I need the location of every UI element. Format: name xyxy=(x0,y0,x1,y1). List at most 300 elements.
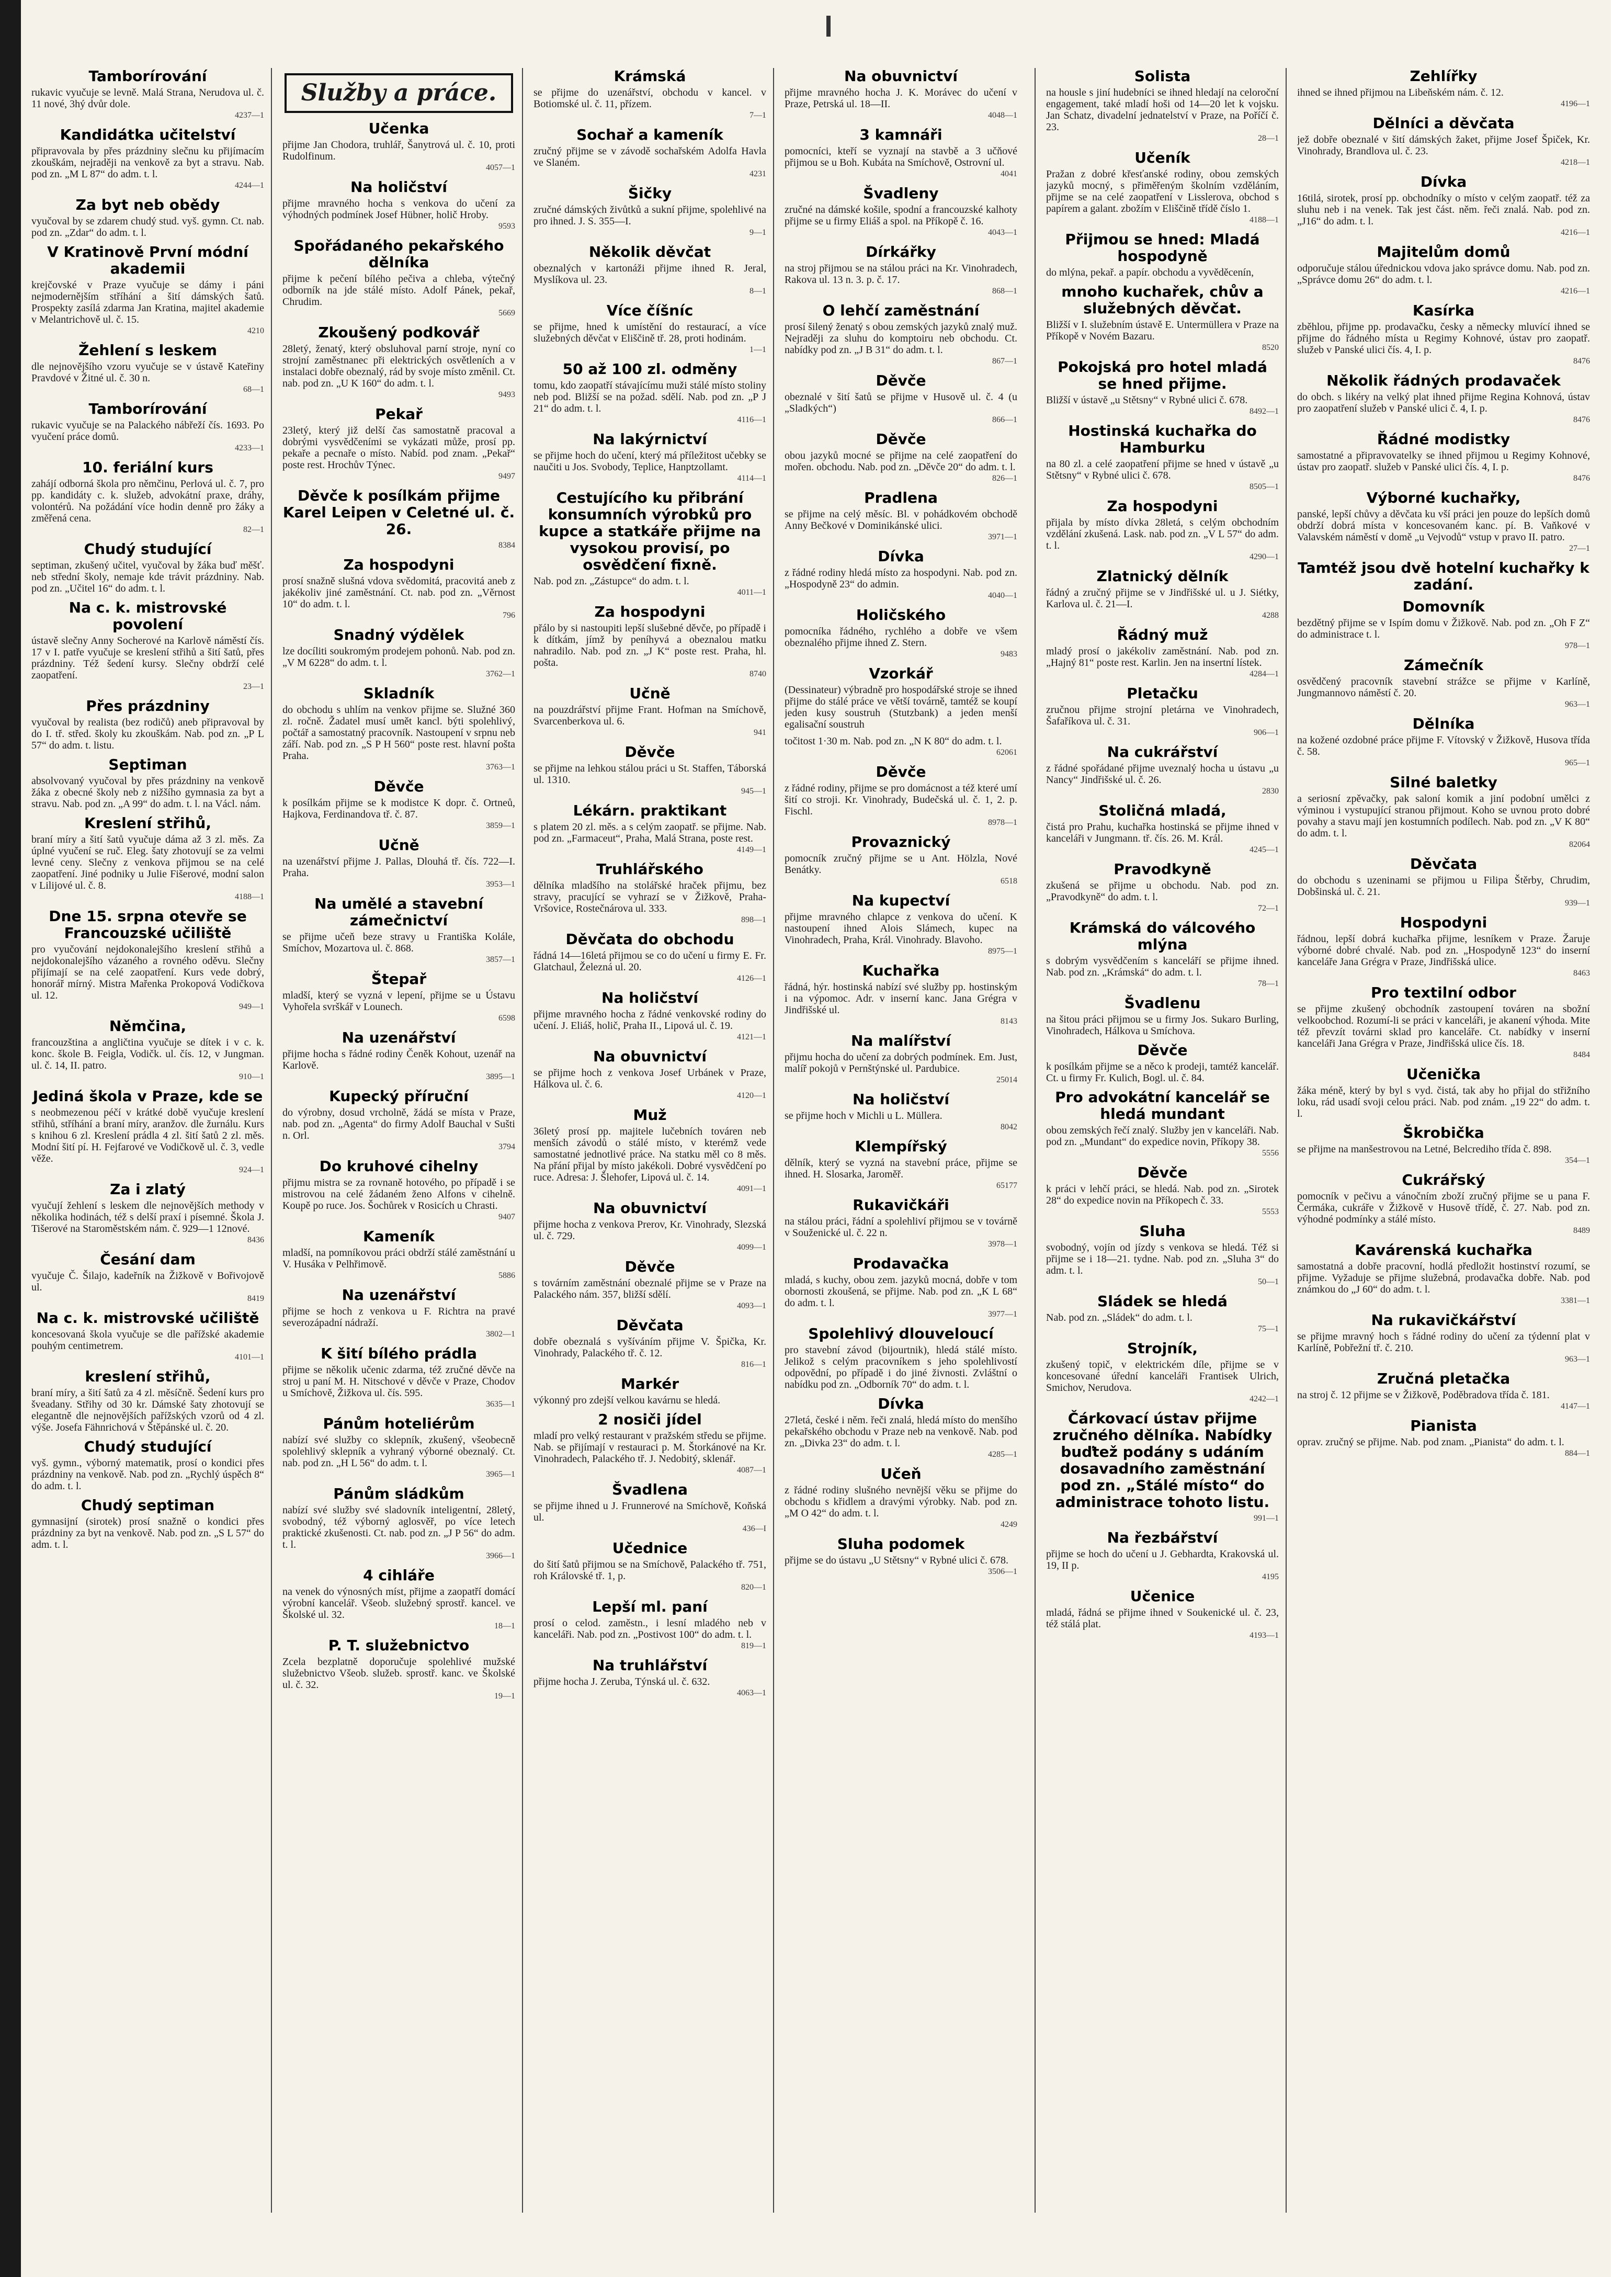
ad-text: přijme Jan Chodora, truhlář, Šanytrová ul. č. 10, proti Rudolfinum. xyxy=(282,139,515,162)
ad-reference-number: 4244—1 xyxy=(235,181,264,190)
classified-ad xyxy=(282,778,515,832)
ad-heading: Hostinská kuchařka do Hamburku xyxy=(1068,422,1257,456)
ad-heading: P. T. služebnictvo xyxy=(328,1637,470,1654)
ad-reference-number: 4210 xyxy=(247,326,264,335)
ad-reference-number: 68—1 xyxy=(243,385,264,394)
ad-heading: K šití bílého prádla xyxy=(321,1345,477,1362)
ad-reference-number: 949—1 xyxy=(239,1002,264,1011)
classified-ad xyxy=(1046,1164,1279,1218)
classified-ad xyxy=(282,1345,515,1410)
ad-heading: Za byt neb obědy xyxy=(75,196,220,213)
classified-ad xyxy=(785,1255,1017,1320)
ad-reference-number: 796 xyxy=(503,611,515,620)
ad-text: řádná 14—16letá přijmou se co do učení u firmy E. Fr. Glatchaul, Železná ul. 20. xyxy=(533,950,766,973)
ad-reference-number: 9—1 xyxy=(749,228,766,237)
ad-reference-number: 8520 xyxy=(1262,343,1279,352)
ad-reference-number: 4188—1 xyxy=(1250,216,1279,224)
ad-heading: Solista xyxy=(1134,68,1191,85)
ad-reference-number: 2830 xyxy=(1262,787,1279,796)
ad-reference-number: 4120—1 xyxy=(737,1091,766,1100)
ad-heading: Děvče xyxy=(624,743,675,761)
classified-ad xyxy=(1046,1530,1279,1583)
ad-text: se přijme na manšestrovou na Letné, Belcrediho třída č. 898. xyxy=(1297,1143,1552,1155)
ad-heading: Učeník xyxy=(1134,149,1190,166)
ad-text: čistá pro Prahu, kuchařka hostinská se přijme ihned v kanceláři v Jungmann. tř. čís. 26. M. Král. xyxy=(1046,821,1279,844)
ad-text: vyučuje Č. Šilajo, kadeřník na Žižkově v Bořivojově ul. xyxy=(31,1270,264,1293)
ad-text: na housle s jiní hudebníci se ihned hledají na celoroční engagement, také mladí hoši od 14—20 let k vojsku. Jan Schatz, divadelní jednatelství v Praze, na Poříčí č. 23. xyxy=(1046,87,1279,133)
ad-heading: Zehlířky xyxy=(1410,68,1478,85)
ad-reference-number: 8—1 xyxy=(749,287,766,296)
ad-text: zkušený topič, v elektrickém díle, přijme se v koncesované úřední kanceláři Frantisek Ulrich, Smichov, Nerudova. xyxy=(1046,1359,1279,1394)
ad-heading: Na holičství xyxy=(350,178,447,196)
ad-reference-number: 4121—1 xyxy=(737,1033,766,1041)
ad-text: dle nejnovějšího vzoru vyučuje se v ústavě Kateřiny Pravdové v Žitné ul. č. 30 n. xyxy=(31,361,264,384)
ad-heading: Majitelům domů xyxy=(1377,243,1511,260)
ad-reference-number: 939—1 xyxy=(1565,899,1590,908)
ad-text: vyučoval by realista (bez rodičů) aneb připravoval by do I. tř. střed. školy ku zkouškám. Nab. pod zn. „P L 57“ do adm. t. listu. xyxy=(31,717,264,751)
ad-heading: Pravodkyně xyxy=(1114,860,1211,878)
classified-ad xyxy=(1046,995,1279,1037)
ad-reference-number: 4040—1 xyxy=(988,591,1017,600)
ad-heading: Učenice xyxy=(1130,1588,1195,1605)
classified-ad xyxy=(282,1486,515,1562)
ad-reference-number: 4290—1 xyxy=(1250,552,1279,561)
ad-heading: kreslení střihů, xyxy=(85,1368,211,1385)
classified-ad xyxy=(1046,1223,1279,1288)
ad-heading: Kuchařka xyxy=(862,962,940,979)
ad-heading: Skladník xyxy=(363,685,435,702)
ad-text: žáka méně, který by byl s vyd. čistá, tak aby ho přijal do střižního loku, rád usadí svoji celou práci. Nab. pod znám. „19 22“ do adm. t. l. xyxy=(1297,1085,1590,1119)
newspaper-page xyxy=(21,0,1611,2277)
classified-ad xyxy=(533,1200,766,1253)
classified-ad xyxy=(785,1033,1017,1086)
ad-reference-number: 820—1 xyxy=(741,1583,766,1592)
ad-heading: Sluha podomek xyxy=(837,1535,965,1553)
ad-heading: Děvče xyxy=(624,1258,675,1275)
classified-ad xyxy=(1297,490,1590,554)
classified-ad xyxy=(1297,1066,1590,1119)
ad-reference-number: 8489 xyxy=(1573,1226,1590,1235)
page-binding-edge xyxy=(0,0,21,2277)
classified-ad xyxy=(533,1599,766,1652)
ad-heading: Spořádaného pekařského dělníka xyxy=(293,237,504,271)
classified-ad xyxy=(533,802,766,856)
ad-text: a seriosní zpěvačky, pak saloní komik a jiní podobní umělci z výminou i vystupující stranou přijmout. Koho se uvnou proto dobré povahy a stavu mají jen kostumních podílech. Nab. pod zn. „V K 80“ do adm. t. l. xyxy=(1297,793,1590,839)
ad-heading: Na holičství xyxy=(601,989,698,1006)
ad-heading: Učednice xyxy=(612,1539,688,1557)
ad-heading: Krámská do válcového mlýna xyxy=(1069,919,1256,953)
ad-text: z řádné spořádané přijme uveznalý hocha u ústavu „u Nancy“ Jindřišské ul. č. 26. xyxy=(1046,763,1279,786)
ad-reference-number: 3802—1 xyxy=(486,1330,515,1339)
ad-heading: Děvče xyxy=(1137,1041,1188,1059)
ad-reference-number: 978—1 xyxy=(1565,641,1590,650)
ad-reference-number: 3763—1 xyxy=(486,763,515,772)
ad-text: braní míry, a šití šatů za 4 zl. měsíčně. Šedení kurs pro šveadany. Střihy od 30 kr. Dámské šaty zhotovují se elegantně dle nejnovějších pařížských vzorů od 4 zl. výše. Josefa Fähnrichová v Štěpánské ul. č. 20. xyxy=(31,1387,264,1433)
classified-ad xyxy=(31,1310,264,1363)
ad-reference-number: 866—1 xyxy=(992,415,1017,424)
classified-ad xyxy=(31,756,264,810)
ad-text: se přijme hoch z venkova Josef Urbánek v Praze, Hálkova ul. č. 6. xyxy=(533,1067,766,1090)
ad-text: se přijme, hned k umístění do restaurací, a více služebných děvčat v Eliščině tř. 28, proti hodinám. xyxy=(533,321,766,344)
ad-heading: Za i zlatý xyxy=(110,1181,186,1198)
ad-heading: Domovník xyxy=(1402,598,1485,615)
ad-text: na stroj č. 12 přijme se v Žižkově, Poděbradova třída č. 181. xyxy=(1297,1389,1550,1401)
classified-ad xyxy=(1297,302,1590,367)
classified-ad xyxy=(785,1091,1017,1133)
ad-text: septiman, zkušený učitel, vyučoval by žáka buď měšť. neb střední školy, nemaje kde trávit prázdniny. Nab. pod zn. „Učitel 16“ do adm. t. l. xyxy=(31,560,264,594)
ad-text: vyučují žehlení s leskem dle nejnovějších methody v několika hodinách, též s delší praxí i písemné. Škola J. Tišerové na Staroměstském nám. č. 929—1 12nové. xyxy=(31,1200,264,1234)
ad-heading: Vzorkář xyxy=(869,665,933,682)
ad-text: svobodný, vojín od jízdy s venkova se hledá. Též si přijme se i 18—21. tydne. Nab. pod zn. „Sluha 3“ do adm. t. l. xyxy=(1046,1242,1279,1276)
classified-ad xyxy=(1046,802,1279,856)
ad-heading: Lepší ml. paní xyxy=(592,1598,708,1615)
ad-text: přijme mravného hocha J. K. Morávec do učení v Praze, Petrská ul. 18—II. xyxy=(785,87,1017,110)
ad-text: na stroj přijmou se na stálou práci na Kr. Vinohradech, Rakova ul. 13 n. 3. p. č. 17. xyxy=(785,263,1017,286)
ad-heading: Kandidátka učitelství xyxy=(60,126,236,143)
ad-text: přijme k pečení bílého pečiva a chleba, výtečný odborník na jde stálé místo. Adolf Pánek, pekař, Chrudim. xyxy=(282,273,515,308)
classified-ad xyxy=(31,244,264,337)
ad-reference-number: 9593 xyxy=(498,222,515,231)
ad-text: řádná, hýr. hostinská nabízí své služby pp. hostinským i na výpomoc. Adr. v inserní kanc. Jana Grégra v Jindřišské ul. xyxy=(785,981,1017,1016)
ad-reference-number: 8476 xyxy=(1573,357,1590,366)
ad-text: se přijme mravný hoch s řádné rodiny do učení za týdenní plat v Karlíně, Pobřežní tř. č. 210. xyxy=(1297,1331,1590,1354)
ad-reference-number: 4063—1 xyxy=(737,1689,766,1697)
ad-heading: Na lakýrnictví xyxy=(593,431,707,448)
ad-text: obou zemských řečí znalý. Služby jen v kanceláři. Nab. pod zn. „Mundant“ do expedice novin, Příkopy 38. xyxy=(1046,1125,1279,1148)
ad-reference-number: 82064 xyxy=(1569,840,1590,849)
classified-ad xyxy=(533,244,766,297)
ad-reference-number: 82—1 xyxy=(243,525,264,534)
ad-heading: Více číšníc xyxy=(606,302,694,319)
ad-heading: Do kruhové cihelny xyxy=(319,1158,479,1175)
ad-text: přijme hocha s řádné rodiny Čeněk Kohout, uzenář na Karlově. xyxy=(282,1048,515,1071)
ad-reference-number: 9497 xyxy=(498,472,515,481)
classified-ad xyxy=(282,324,515,401)
ad-heading: Na uzenářství xyxy=(342,1029,456,1046)
ad-reference-number: 5556 xyxy=(1262,1149,1279,1158)
classified-ad xyxy=(785,1466,1017,1531)
ad-text: mladý prosí o jakékoliv zaměstnání. Nab. pod zn. „Hajný 81“ poste rest. Karlin. Jen na insertní lístek. xyxy=(1046,645,1279,669)
classified-ad xyxy=(282,120,515,174)
classified-ad xyxy=(785,548,1017,602)
classified-ad xyxy=(533,685,766,739)
ad-text: rukavic vyučuje se na Palackého nábřeží čís. 1693. Po vyučení práce domů. xyxy=(31,420,264,443)
ad-reference-number: 3635—1 xyxy=(486,1400,515,1409)
ad-heading: Tamborírování xyxy=(88,400,207,417)
ad-text: výkonný pro zdejší velkou kavárnu se hledá. xyxy=(533,1395,721,1406)
classified-ad xyxy=(282,685,515,773)
classified-ad xyxy=(31,541,264,594)
classified-ad xyxy=(785,1536,1017,1578)
ad-heading: Učeň xyxy=(880,1465,922,1482)
ad-text: se přijme ihned u J. Frunnerové na Smíchově, Koňská ul. xyxy=(533,1500,766,1523)
classified-ad xyxy=(533,68,766,121)
ad-heading: Žehlení s leskem xyxy=(78,342,217,359)
ad-heading: Chudý studující xyxy=(84,1438,212,1455)
ad-text: do mlýna, pekař. a papír. obchodu a vyvěděcenín, xyxy=(1046,267,1254,278)
ad-text: prosí o celod. zaměstn., i lesní mladého neb v kanceláři. Nab. pod zn. „Postivost 100“ do adm. t. l. xyxy=(533,1617,766,1640)
ad-reference-number: 4196—1 xyxy=(1561,99,1590,108)
ad-reference-number: 8143 xyxy=(1001,1017,1017,1026)
ad-reference-number: 8436 xyxy=(247,1236,264,1244)
ad-text: přijme mravného hocha s venkova do učení za výhodných podmínek Josef Hübner, holič Hroby. xyxy=(282,198,515,221)
ad-reference-number: 991—1 xyxy=(1254,1514,1279,1523)
ad-text: samostatné a připravovatelky se ihned přijmou u Regimy Kohnové, ústav pro zaopatř. služeb v Panské ulici čís. 4, I. p. xyxy=(1297,450,1590,473)
classified-ad xyxy=(785,1326,1017,1390)
ad-reference-number: 5669 xyxy=(498,309,515,318)
ad-text: na stálou práci, řádní a spolehliví přijmou se v továrně v Souženické ul. č. 22 n. xyxy=(785,1216,1017,1239)
ad-text: z řádné rodiny hledá místo za hospodyni. Nab. pod zn. „Hospodyně 23“ do admin. xyxy=(785,567,1017,590)
ad-reference-number: 4093—1 xyxy=(737,1301,766,1310)
column-3 xyxy=(533,68,766,2213)
classified-ad xyxy=(282,1637,515,1702)
classified-ad xyxy=(533,1411,766,1476)
ad-reference-number: 4242—1 xyxy=(1250,1395,1279,1403)
classified-ad xyxy=(282,837,515,890)
ad-reference-number: 3762—1 xyxy=(486,670,515,678)
ad-heading: Klempířský xyxy=(855,1138,947,1155)
ad-heading: Jediná škola v Praze, kde se xyxy=(32,1087,263,1105)
ad-text: mladší, který se vyzná v lepení, přijme se u Ústavu Vyhořela svrškář v Lounech. xyxy=(282,990,515,1013)
ad-text: přijme mravného hocha z řádné venkovské rodiny do učení. J. Eliáš, holič, Praha II., Lipová ul. č. 19. xyxy=(533,1009,766,1032)
ad-heading: 3 kamnáři xyxy=(859,126,942,143)
ad-heading: 4 cihláře xyxy=(363,1567,435,1584)
ad-reference-number: 4216—1 xyxy=(1561,228,1590,237)
ad-text: do obchodu s uhlím na venkov přijme se. Služné 360 zl. ročně. Žadatel musí umět kancl. býti spolehlivý, počtář a samostatný pracovník. Nastoupení v srpnu neb září. Nab. pod zn. „S P H 560“ poste rest. hlavní pošta Praha. xyxy=(282,704,515,762)
ad-heading: Děvče xyxy=(876,763,926,780)
classified-ad xyxy=(785,244,1017,297)
ad-heading: Česání dam xyxy=(100,1251,196,1268)
ad-heading: Pokojská pro hotel mladá se hned přijme. xyxy=(1058,358,1267,392)
ad-heading: Krámská xyxy=(614,68,686,85)
ad-text: (Dessinateur) výbradně pro hospodářské stroje se ihned přijme do stálé práce ve větší továrně, tamtéž se koupí jeden kusy soustruh (Stutzbank) a jeden menší egalisační soustruh xyxy=(785,684,1017,730)
ad-heading: Kasírka xyxy=(1412,302,1475,319)
ad-heading: Děvče xyxy=(876,431,926,448)
classified-ad xyxy=(533,1376,766,1406)
ad-heading: Cestujícího ku přibrání konsumních výrobků pro kupce a statkáře přijme na vysokou provisí, po osvědčení fixně. xyxy=(539,489,761,573)
ad-reference-number: 4114—1 xyxy=(737,474,766,483)
column-rule xyxy=(1286,68,1287,2213)
classified-ad xyxy=(31,459,264,536)
ad-heading: Děvče k posílkám přijme Karel Leipen v Celetné ul. č. 26. xyxy=(282,487,515,538)
classified-ad xyxy=(1046,861,1279,914)
ad-heading: Kavárenská kuchařka xyxy=(1355,1241,1532,1259)
ad-reference-number: 62061 xyxy=(996,748,1017,757)
classified-ad xyxy=(282,488,515,551)
classified-ad xyxy=(785,1396,1017,1460)
ad-text: mladší, na pomníkovou práci obdrží stálé zaměstnání u V. Husáka v Pelhřimově. xyxy=(282,1247,515,1270)
ad-heading: Cukrářský xyxy=(1402,1171,1485,1188)
ad-heading: Učenička xyxy=(1406,1066,1481,1083)
ad-text: se přijme zkušený obchodník zastoupení továren na sbožní velkoobchod. Rozumí-li se práci v kanceláři, je akanení výhoda. Mite též převzít továrni sklad pro kanceláře. Ct. nabídky v inserní kanceláři Jana Grégra v Praze, Jindřišská ulice čís. 18. xyxy=(1297,1003,1590,1049)
ad-heading: Dírkářky xyxy=(866,243,936,260)
classified-ad xyxy=(1046,150,1279,226)
classified-ad xyxy=(1046,627,1279,680)
classified-ad xyxy=(1046,1340,1279,1405)
page-mark xyxy=(826,16,831,37)
ad-reference-number: 4216—1 xyxy=(1561,287,1590,296)
ad-reference-number: 4101—1 xyxy=(235,1353,264,1362)
classified-ad xyxy=(785,1197,1017,1250)
ad-text: k posílkám přijme se a něco k prodeji, tamtéž kancelář. Ct. u firmy Fr. Kulich, Bogl. ul. č. 84. xyxy=(1046,1061,1279,1084)
ad-text: 36letý prosí pp. majitele lučebních továren neb menších závodů o stálé místo, v kterémž vede samostatné jednotlivé práce. Na statku měl co 8 měs. Na přání přijal by místo jakékoli. Dobré vysvědčení po ruce. Adresa: J. Šlehofer, Lipová ul. č. 14. xyxy=(533,1126,766,1183)
ad-reference-number: 3794 xyxy=(498,1142,515,1151)
classified-ad xyxy=(533,1048,766,1102)
ad-text: 16tilá, sirotek, prosí pp. obchodníky o místo v celým zaopatř. též za sluhu neb i na venek. Tak jest část. něm. řeči znalá. Nab. pod zn. „J16“ do adm. t. l. xyxy=(1297,192,1590,227)
ad-heading: Pánům sládkům xyxy=(333,1485,464,1502)
ad-reference-number: 4288 xyxy=(1262,611,1279,620)
ad-heading: Dělníka xyxy=(1412,715,1475,732)
ad-heading: Na cukrářství xyxy=(1107,743,1218,761)
ad-text: s dobrým vysvědčením s kanceláří se přijme ihned. Nab. pod zn. „Krámská“ do adm. t. l. xyxy=(1046,955,1279,978)
ad-reference-number: 4284—1 xyxy=(1250,670,1279,678)
ad-reference-number: 4041 xyxy=(1001,169,1017,178)
ad-text: pomocník zručný přijme se u Ant. Hölzla, Nové Benátky. xyxy=(785,853,1017,876)
column-5 xyxy=(1046,68,1279,2213)
ad-heading: Dělníci a děvčata xyxy=(1372,115,1515,132)
classified-ad xyxy=(1297,1370,1590,1412)
ad-reference-number: 924—1 xyxy=(239,1165,264,1174)
ad-text: do šití šatů přijmou se na Smíchově, Palackého tř. 751, roh Královské tř. 1, p. xyxy=(533,1559,766,1582)
column-1 xyxy=(31,68,264,2213)
ad-text: na kožené ozdobné práce přijme F. Vítovský v Žižkově, Husova třída č. 58. xyxy=(1297,734,1590,757)
ad-text: odporučuje stálou úřednickou vdova jako správce domu. Nab. pod zn. „Správce domu 26“ do adm. t. l. xyxy=(1297,263,1590,286)
ad-reference-number: 7—1 xyxy=(749,111,766,120)
ad-reference-number: 4237—1 xyxy=(235,111,264,120)
classified-ad xyxy=(533,127,766,180)
classified-ad xyxy=(1297,68,1590,110)
classified-ad xyxy=(31,401,264,454)
ad-heading: Pro textilní odbor xyxy=(1371,984,1516,1001)
ad-heading: mnoho kuchařek, chův a služebných děvčat. xyxy=(1061,283,1264,317)
ad-heading: O lehčí zaměstnání xyxy=(822,302,980,319)
ad-heading: Zkoušený podkovář xyxy=(318,324,480,341)
classified-ad xyxy=(31,1368,264,1433)
ad-heading: Na kupectví xyxy=(851,892,950,909)
ad-reference-number: 4126—1 xyxy=(737,974,766,983)
classified-ad xyxy=(282,557,515,621)
ad-reference-number: 910—1 xyxy=(239,1072,264,1081)
ad-reference-number: 72—1 xyxy=(1258,904,1279,913)
ad-reference-number: 9483 xyxy=(1001,650,1017,659)
ad-reference-number: 4245—1 xyxy=(1250,845,1279,854)
ad-text: pomocníci, kteří se vyznají na stavbě a 3 učňové přijmou se u Boh. Kubáta na Smíchově, Ostrovní ul. xyxy=(785,145,1017,168)
ad-reference-number: 8975—1 xyxy=(988,947,1017,956)
ad-reference-number: 3977—1 xyxy=(988,1310,1017,1319)
ad-heading: Děvče xyxy=(373,778,424,795)
ad-text: Bližší v ústavě „u Stětsny“ v Rybné ulici č. 678. xyxy=(1046,394,1248,406)
ad-reference-number: 868—1 xyxy=(992,287,1017,296)
classified-ad xyxy=(533,302,766,356)
classified-ad xyxy=(533,861,766,926)
ad-text: k posílkám přijme se k modistce K dopr. č. Ortneů, Hajkova, Ferdinandova tř. č. 87. xyxy=(282,797,515,820)
ad-heading: Škrobička xyxy=(1403,1124,1484,1141)
classified-ad xyxy=(1046,1410,1279,1524)
ad-reference-number: 826—1 xyxy=(992,474,1017,483)
classified-ad xyxy=(533,1317,766,1370)
classified-ad xyxy=(785,68,1017,121)
ad-reference-number: 898—1 xyxy=(741,915,766,924)
classified-ad xyxy=(1046,498,1279,563)
ad-reference-number: 8463 xyxy=(1573,969,1590,978)
classified-ad xyxy=(1046,568,1279,621)
ad-reference-number: 941 xyxy=(754,728,766,737)
ad-text: 28letý, ženatý, který obsluhoval parní stroje, nyní co strojní zaměstnanec při elektrických osvětleních a v instalaci dobře obeznalý, rád by svoje místo změnil. Ct. nab. pod zn. „U K 160“ do adm. t. l. xyxy=(282,343,515,389)
ad-text: samostatná a dobře pracovní, hodlá předložit hostinství rozumí, se přijme. Vyžaduje se přijme služebná, prodavačka dobře. Nab. pod známkou do „J 60“ do adm. t. l. xyxy=(1297,1261,1590,1295)
ad-text: bezdětný přijme se v Ispím domu v Žižkově. Nab. pod zn. „Oh F Z“ do administrace t. l. xyxy=(1297,617,1590,640)
classified-ad xyxy=(785,127,1017,180)
ad-reference-number: 963—1 xyxy=(1565,700,1590,709)
classified-ad xyxy=(282,1287,515,1340)
ad-heading: Dne 15. srpna otevře se Francouzské učiliště xyxy=(49,908,247,942)
ad-reference-number: 65177 xyxy=(996,1181,1017,1190)
ad-text: nabízí své služby své sladovník inteligentní, 28letý, svobodný, též výborný aglosvěř, po více letech praktické zkušenosti. Ct. nab. pod zn. „J P 56“ do adm. t. l. xyxy=(282,1504,515,1550)
ad-reference-number: 50—1 xyxy=(1258,1277,1279,1286)
classified-ad xyxy=(282,627,515,680)
classified-ad xyxy=(533,931,766,984)
ad-text: mladá, řádná se přijme ihned v Soukenické ul. č. 23, též stálá plat. xyxy=(1046,1607,1279,1630)
classified-ad xyxy=(785,834,1017,887)
ad-reference-number: 4231 xyxy=(749,169,766,178)
ad-reference-number: 8419 xyxy=(247,1294,264,1303)
ad-reference-number: 5553 xyxy=(1262,1207,1279,1216)
ad-reference-number: 4099—1 xyxy=(737,1243,766,1252)
ad-reference-number: 867—1 xyxy=(992,357,1017,366)
ad-text: Nab. pod zn. „Zástupce“ do adm. t. l. xyxy=(533,575,689,587)
ad-reference-number: 19—1 xyxy=(494,1692,515,1701)
ad-reference-number: 354—1 xyxy=(1565,1156,1590,1165)
classified-ad xyxy=(533,1259,766,1312)
section-title: Služby a práce. xyxy=(285,73,513,113)
ad-reference-number: 8476 xyxy=(1573,474,1590,483)
ad-reference-number: 3971—1 xyxy=(988,533,1017,541)
ad-text: přijme se několik učenic zdarma, též zručné děvče na stroj u paní M. H. Nitschové v děvče v Praze, Chodov u Smíchově, Žižkova ul. čís. 595. xyxy=(282,1364,515,1399)
ad-text: na 80 zl. a celé zaopatření přijme se hned v ústavě „u Stětsny“ v Rybné ulici č. 678. xyxy=(1046,458,1279,481)
classified-ad xyxy=(785,962,1017,1027)
classified-ad xyxy=(1046,359,1279,417)
ad-text: zručné dámských živůtků a sukní přijme, spolehlivé na pro ihned. J. S. 355—I. xyxy=(533,204,766,227)
ad-text: z řádné rodiny, přijme se pro domácnost a též které umí šití co stroji. Kr. Vinohrady, Budečská ul. č. 1, 2. p. Fischl. xyxy=(785,783,1017,817)
ad-text: zručnou přijme strojní pletárna ve Vinohradech, Šafaříkova ul. č. 31. xyxy=(1046,704,1279,727)
ad-heading: Několik řádných prodavaček xyxy=(1326,372,1561,389)
classified-ad xyxy=(1046,231,1279,278)
ad-text: zahájí odborná škola pro němčinu, Perlová ul. č. 7, pro pp. kandidáty c. k. služeb, advokátní praxe, dráhy, volontérů. Na požádání více hodin denně pro žáky a změřená cena. xyxy=(31,478,264,524)
classified-ad xyxy=(785,607,1017,660)
ad-text: z řádné rodiny slušného nevnější věku se přijme do obchodu s křidlem a dravými výrobky. Nab. pod zn. „M O 42“ do adm. t. l. xyxy=(785,1485,1017,1519)
ad-heading: Na truhlářství xyxy=(592,1657,708,1674)
ad-heading: Děvče xyxy=(1137,1164,1188,1181)
ad-text: s továrním zaměstnání obeznalé přijme se v Praze na Palackého nám. 357, bližší sdělí. xyxy=(533,1277,766,1300)
classified-ad xyxy=(1297,174,1590,239)
ad-text: prosí snažně slušná vdova svědomitá, pracovitá aneb z jakékoliv jiné zaměstnání. Ct. nab. pod zn. „Věrnost 10“ do adm. t. l. xyxy=(282,575,515,610)
classified-ad xyxy=(31,1497,264,1550)
ad-text: na uzenářství přijme J. Pallas, Dlouhá tř. čís. 722—I. Praha. xyxy=(282,856,515,879)
ad-heading: Řádný muž xyxy=(1117,626,1208,643)
classified-ad xyxy=(1046,423,1279,493)
ad-heading: Švadleny xyxy=(863,185,939,202)
ad-heading: Chudý septiman xyxy=(81,1497,215,1514)
ad-text: Bližší v I. služebním ústavě E. Untermüllera v Praze na Příkopě v Novém Bazaru. xyxy=(1046,319,1279,342)
ad-text: na šitou práci přijmou se u firmy Jos. Sukaro Burling, Vinohradech, Hálkova u Smíchova. xyxy=(1046,1014,1279,1037)
ad-heading: Markér xyxy=(620,1375,679,1392)
ad-reference-number: 906—1 xyxy=(1254,728,1279,737)
ad-text: do výrobny, dosud vrcholně, žádá se místa v Praze, nab. pod zn. „Agenta“ do firmy Adolf Bauchal v Sušti n. Orl. xyxy=(282,1107,515,1141)
classified-ad xyxy=(282,1228,515,1282)
classified-ad xyxy=(785,764,1017,829)
ad-heading: Na obuvnictví xyxy=(593,1199,707,1217)
classified-ad xyxy=(1046,284,1279,354)
ad-reference-number: 945—1 xyxy=(741,787,766,796)
